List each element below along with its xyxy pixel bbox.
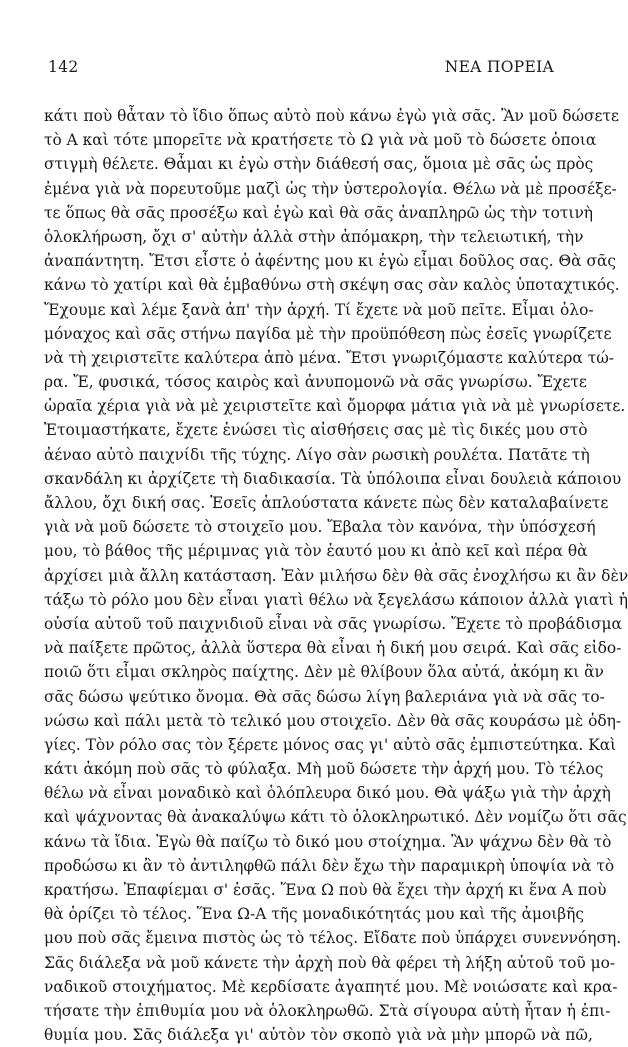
text-line: τήσατε τὴν ἐπιθυμία μου νὰ ὁλοκληρωθῶ. Στὰ σίγουρα αὐτὴ ἦταν ἡ ἐπι- — [44, 1001, 611, 1020]
text-line: θέλω νὰ εἶναι μοναδικὸ καὶ ὁλόπλευρα δικό μου. Θὰ ψάξω γιὰ τὴν ἀρχὴ — [44, 784, 611, 803]
text-line: νὰ τὴ χειριστεῖτε καλύτερα ἀπὸ μένα. Ἔτσι γνωριζόμαστε καλύτερα τώ- — [44, 348, 614, 367]
text-line: κάτι ποὺ θἆταν τὸ ἴδιο ὅπως αὐτὸ ποὺ κάνω ἐγὼ γιὰ σᾶς. Ἂν μοῦ δώσετε — [44, 107, 620, 125]
text-line: τάξω τὸ ρόλο μου δὲν εἶναι γιατὶ θέλω νὰ ξεγελάσω κάποιον ἀλλὰ γιατὶ ἡ — [44, 590, 628, 609]
body-text — [44, 104, 628, 1047]
text-line: ἀρχίσει μιὰ ἄλλη κατάσταση. Ἐὰν μιλήσω δὲν θὰ σᾶς ἐνοχλήσω κι ἂν δὲν — [44, 566, 628, 585]
text-line: καὶ ψάχνοντας θὰ ἀνακαλύψω κάτι τὸ ὁλοκληρωτικό. Δὲν νομίζω ὅτι σᾶς — [44, 808, 627, 827]
text-line: σκανδάλη κι ἀρχίζετε τὴ διαδικασία. Τὰ ὑπόλοιπα εἶναι δουλειὰ κάποιου — [44, 469, 622, 488]
text-line: θυμία μου. Σᾶς διάλεξα γι' αὐτὸν τὸν σκοπὸ γιὰ νὰ μὴν μπορῶ νὰ πῶ, — [44, 1026, 593, 1045]
text-line: Ἑτοιμαστήκατε, ἔχετε ἑνώσει τὶς αἰσθήσεις σας μὲ τὶς δικές μου στὸ — [44, 421, 588, 440]
running-header — [48, 58, 554, 76]
text-line: νώσω καὶ πάλι μετὰ τὸ τελικό μου στοιχεῖο. Δὲν θὰ σᾶς κουράσω μὲ ὁδη- — [44, 711, 622, 730]
text-line: ρα. Ἔ, φυσικά, τόσος καιρὸς καὶ ἀνυπομονῶ νὰ σᾶς γνωρίσω. Ἔχετε — [44, 373, 587, 392]
text-line: θὰ ὁρίζει τὸ τέλος. Ἕνα Ω-Α τῆς μοναδικότητάς μου καὶ τῆς ἀμοιβῆς — [44, 905, 585, 924]
text-line: γιὰ νὰ μοῦ δώσετε τὸ στοιχεῖο μου. Ἔβαλα τὸν κανόνα, τὴν ὑπόσχεσή — [44, 518, 596, 537]
text-line: κάνω τὰ ἴδια. Ἐγὼ θὰ παίζω τὸ δικό μου στοίχημα. Ἂν ψάχνω δὲν θὰ τὸ — [44, 832, 612, 851]
text-line: προδώσω κι ἂν τὸ ἀντιληφθῶ πάλι δὲν ἔχω τὴν παραμικρὴ ὑποψία νὰ τὸ — [44, 856, 615, 875]
text-line: νὰ παίξετε πρῶτος, ἀλλὰ ὕστερα θὰ εἶναι ἡ δική μου σειρά. Καὶ σᾶς εἰδο- — [44, 639, 622, 658]
text-line: ἄλλου, ὄχι δική σας. Ἐσεῖς ἁπλούστατα κάνετε πὼς δὲν καταλαβαίνετε — [44, 494, 609, 512]
text-line: κάτι ἀκόμη ποὺ σᾶς τὸ φύλαξα. Μὴ μοῦ δώσετε τὴν ἀρχή μου. Τὸ τέλος — [44, 760, 604, 779]
text-line: στιγμὴ θέλετε. Θἆμαι κι ἐγὼ στὴν διάθεσή σας, ὅμοια μὲ σᾶς ὡς πρὸς — [44, 155, 594, 174]
text-line: ὡραῖα χέρια γιὰ νὰ μὲ χειριστεῖτε καὶ ὄμορφα μάτια γιὰ νὰ μὲ γνωρίσετε. — [44, 397, 626, 416]
text-line: ποιῶ ὅτι εἶμαι σκληρὸς παίχτης. Δὲν μὲ θλίβουν ὅλα αὐτά, ἀκόμη κι ἂν — [44, 663, 604, 682]
text-line: οὐσία αὐτοῦ τοῦ παιχνιδιοῦ εἶναι νὰ σᾶς γνωρίσω. Ἔχετε τὸ προβάδισμα — [44, 614, 622, 633]
text-line: γίες. Τὸν ρόλο σας τὸν ξέρετε μόνος σας γι' αὐτὸ σᾶς ἐμπιστεύτηκα. Καὶ — [44, 735, 617, 754]
page-number: 142 — [48, 58, 79, 76]
text-line: μου, τὸ βάθος τῆς μέριμνας γιὰ τὸν ἑαυτό μου κι ἀπὸ κεῖ καὶ πέρα θὰ — [44, 542, 588, 561]
text-line: ἐμένα γιὰ νὰ πορευτοῦμε μαζὶ ὡς τὴν ὑστερολογία. Θέλω νὰ μὲ προσέξε- — [44, 179, 617, 198]
text-line: κάνω τὸ χατίρι καὶ θὰ ἐμβαθύνω στὴ σκέψη σας σὰν καλὸς ὑποταχτικός. — [44, 276, 620, 295]
text-line: ἀναπάντητη. Ἔτσι εἶστε ὁ ἀφέντης μου κι ἐγὼ εἶμαι δοῦλος σας. Θὰ σᾶς — [44, 252, 616, 271]
text-line: ἀέναο αὐτὸ παιχνίδι τῆς τύχης. Λίγο σὰν ρωσικὴ ρουλέτα. Πατᾶτε τὴ — [44, 445, 590, 464]
text-line: σᾶς δώσω ψεύτικο ὄνομα. Θὰ σᾶς δώσω λίγη βαλεριάνα γιὰ νὰ σᾶς το- — [44, 687, 605, 706]
text-line: ὁλοκλήρωση, ὄχι σ' αὐτὴν ἀλλὰ στὴν ἀπόμακρη, τὴν τελειωτική, τὴν — [44, 227, 584, 246]
text-line: τε ὅπως θὰ σᾶς προσέξω καὶ ἐγὼ καὶ θὰ σᾶς ἀναπληρῶ ὡς τὴν τοτινὴ — [44, 203, 594, 222]
text-line: Σᾶς διάλεξα νὰ μοῦ κάνετε τὴν ἀρχὴ ποὺ θὰ φέρει τὴ λήξη αὐτοῦ τοῦ μο- — [44, 953, 616, 972]
text-line: μου ποὺ σᾶς ἔμεινα πιστὸς ὡς τὸ τέλος. Εἴδατε ποὺ ὑπάρχει συνεννόηση. — [44, 929, 622, 948]
text-line: Ἔχουμε καὶ λέμε ξανὰ ἀπ' τὴν ἀρχή. Τί ἔχετε νὰ μοῦ πεῖτε. Εἶμαι ὁλο- — [44, 300, 594, 319]
text-line: τὸ Α καὶ τότε μπορεῖτε νὰ κρατήσετε τὸ Ω γιὰ νὰ μοῦ τὸ δώσετε ὁποια — [44, 131, 597, 150]
text-line: κρατήσω. Ἐπαφίεμαι σ' ἐσᾶς. Ἕνα Ω ποὺ θὰ ἔχει τὴν ἀρχή κι ἕνα Α ποὺ — [44, 881, 607, 899]
text-line: μόναχος καὶ σᾶς στήνω παγίδα μὲ τὴν προϋπόθεση πὼς ἐσεῖς γνωρίζετε — [44, 324, 612, 343]
text-line: ναδικοῦ στοιχήματος. Μὲ κερδίσατε ἀγαπητέ μου. Μὲ νοιώσατε καὶ κρα- — [44, 977, 618, 996]
running-title: ΝΕΑ ΠΟΡΕΙΑ — [444, 58, 554, 76]
